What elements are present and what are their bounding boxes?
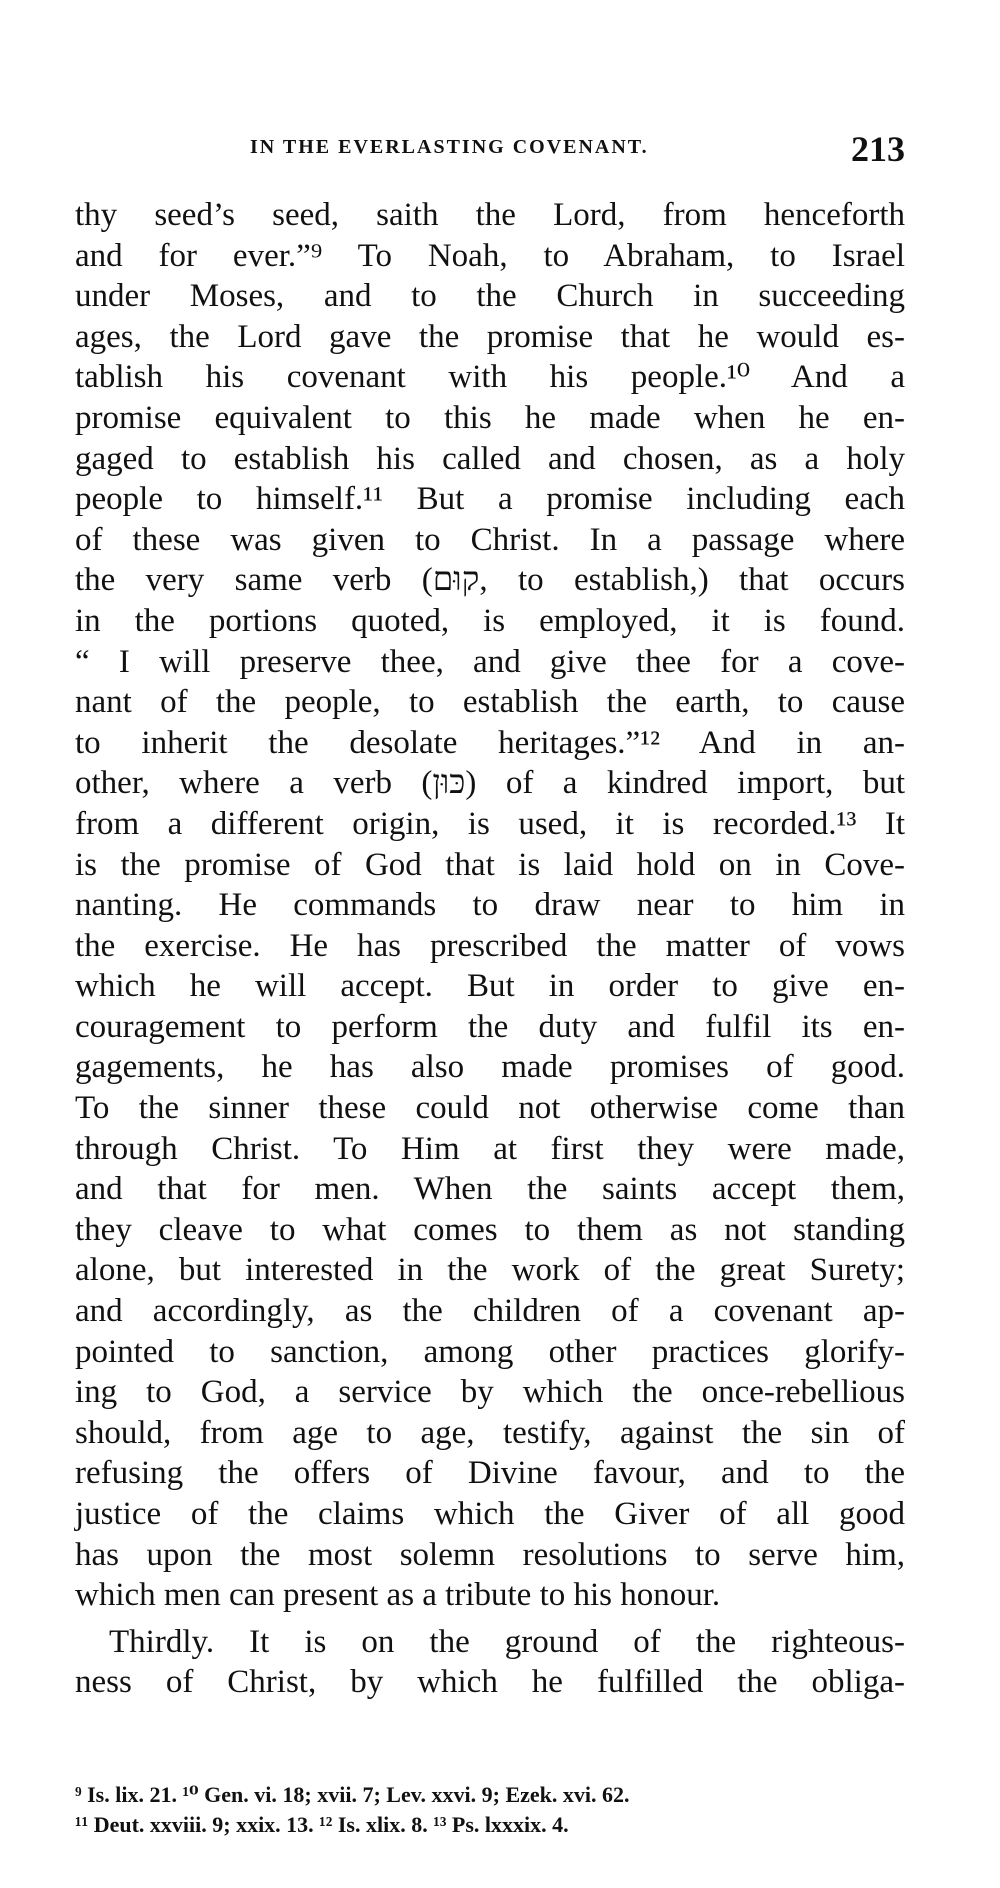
- text-line: ages, the Lord gave the promise that he would es-: [75, 318, 905, 355]
- text-line: other, where a verb (כּוּן) of a kindred import, but: [75, 765, 905, 802]
- text-line: justice of the claims which the Giver of all good: [75, 1496, 905, 1532]
- paragraph-start-line: Thirdly. It is on the ground of the righteous-: [109, 1623, 905, 1660]
- text-line: gagements, he has also made promises of good.: [75, 1049, 905, 1086]
- text-line: and accordingly, as the children of a covenant ap-: [75, 1293, 905, 1330]
- text-line: the exercise. He has prescribed the matter of vows: [75, 927, 905, 964]
- text-line: through Christ. To Him at first they were made,: [75, 1130, 905, 1167]
- text-line: under Moses, and to the Church in succeeding: [75, 278, 905, 315]
- text-line: they cleave to what comes to them as not standing: [75, 1211, 905, 1248]
- text-line: ing to God, a service by which the once-rebellious: [75, 1374, 905, 1411]
- footnotes: [75, 1780, 905, 1840]
- text-line: and that for men. When the saints accept them,: [75, 1171, 905, 1208]
- text-line: pointed to sanction, among other practices glorify-: [75, 1333, 905, 1370]
- text-line: nanting. He commands to draw near to him in: [75, 887, 905, 924]
- text-line: couragement to perform the duty and fulfil its en-: [75, 1008, 905, 1045]
- text-line: which men can present as a tribute to his honour.: [75, 1577, 721, 1614]
- text-line: To the sinner these could not otherwise come than: [75, 1090, 905, 1127]
- page-number: 213: [851, 129, 905, 169]
- text-line: of these was given to Christ. In a passage where: [75, 521, 905, 558]
- text-line: has upon the most solemn resolutions to serve him,: [75, 1536, 905, 1573]
- page-header: [75, 128, 905, 168]
- text-line: tablish his covenant with his people.¹⁰ And a: [75, 359, 905, 396]
- text-line: from a different origin, is used, it is recorded.¹³ It: [75, 805, 905, 842]
- text-line: promise equivalent to this he made when he en-: [75, 399, 905, 436]
- body-text: [75, 195, 905, 1703]
- text-line: thy seed’s seed, saith the Lord, from henceforth: [75, 197, 905, 233]
- text-line: to inherit the desolate heritages.”¹² And in an-: [75, 724, 905, 761]
- text-line: refusing the offers of Divine favour, and to the: [75, 1455, 905, 1492]
- text-line: “ I will preserve thee, and give thee for a cove-: [75, 643, 905, 680]
- running-head: IN THE EVERLASTING COVENANT.: [250, 136, 649, 158]
- text-line: and for ever.”⁹ To Noah, to Abraham, to Israel: [75, 237, 905, 274]
- footnote-line: ⁹ Is. lix. 21. ¹⁰ Gen. vi. 18; xvii. 7; Lev. xxvi. 9; Ezek. xvi. 62.: [75, 1782, 630, 1807]
- text-line: which he will accept. But in order to give en-: [75, 968, 905, 1005]
- footnote-line: ¹¹ Deut. xxviii. 9; xxix. 13. ¹² Is. xlix. 8. ¹³ Ps. lxxxix. 4.: [75, 1812, 569, 1837]
- text-line: in the portions quoted, is employed, it is found.: [75, 602, 905, 639]
- text-line: should, from age to age, testify, against the sin of: [75, 1414, 905, 1451]
- text-line: alone, but interested in the work of the great Surety;: [75, 1252, 905, 1289]
- text-line: ness of Christ, by which he fulfilled the obliga-: [75, 1664, 905, 1701]
- text-line: gaged to establish his called and chosen, as a holy: [75, 440, 905, 477]
- text-line: is the promise of God that is laid hold on in Cove-: [75, 846, 905, 883]
- text-line: people to himself.¹¹ But a promise including each: [75, 481, 905, 518]
- text-line: the very same verb (קוּם, to establish,) that occurs: [75, 562, 905, 599]
- text-line: nant of the people, to establish the earth, to cause: [75, 684, 905, 721]
